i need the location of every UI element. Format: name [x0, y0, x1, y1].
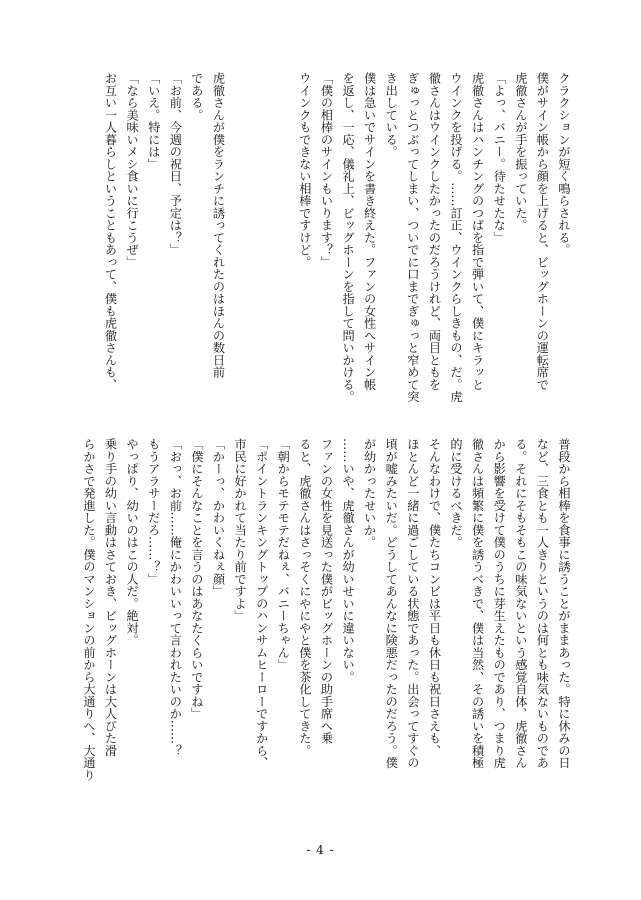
text-block-bottom	[81, 438, 574, 823]
text-line: 「おっ、お前……俺にかわいいって言われたいのか……？	[168, 438, 183, 757]
text-line: 僕がサイン帳から顔を上げると、ビッグホーンの運転席で	[535, 72, 550, 391]
text-line: 徹さんはウインクしたかったのだろうけれど、両目ともを	[427, 72, 442, 391]
text-line: が幼かったせいか。	[362, 438, 377, 549]
text-line: 虎徹さんが手を振っていた。	[513, 72, 528, 232]
text-line: もうアラサーだろ……？」	[146, 438, 161, 585]
text-line: やっぱり、幼いのはこの人だ。絶対。	[125, 438, 140, 647]
text-line: 「よっ、バニー。待たせたな」	[492, 72, 507, 244]
text-block-top	[88, 72, 574, 417]
text-line: らかさで発進した。僕のマンションの前から大通りへ、大通り	[81, 438, 96, 781]
text-line: ファンの女性を見送った僕がビッグホーンの助手席へ乗	[319, 438, 334, 745]
text-line: 「僕にそんなことを言うのはあなたくらいですね」	[189, 438, 204, 720]
text-line: 「僕の相棒のサインもいります？」	[319, 72, 334, 268]
text-line: 「お前、今週の祝日、予定は？」	[168, 72, 183, 256]
text-line: ぎゅっとつぶってしまい、ついでに口までぎゅっと窄めて突	[405, 72, 420, 403]
text-line: ると、虎徹さんはさっそくにやにやと僕を茶化してきた。	[297, 438, 312, 757]
text-line: 頃が嘘みたいだ。どうしてあんなに険悪だったのだろう。僕	[384, 438, 399, 769]
text-line: お互い一人暮らしということもあって、僕も虎徹さんも、	[103, 72, 118, 391]
text-line: 的に受けるべきだ。	[449, 438, 464, 549]
text-line: 「ポイントランキングトップのハンサムヒーローですから、	[254, 438, 269, 769]
text-line: 乗り手の幼い言動はさておき、ビッグホーンは大人びた滑	[103, 438, 118, 757]
text-line: ウインクもできない相棒ですけど。	[297, 72, 312, 268]
text-line: 徹さんは頻繁に僕を誘うべきで、僕は当然、その誘いを積極	[470, 438, 485, 769]
text-line: き出している。	[384, 72, 399, 158]
text-line: ほとんど一緒に過ごしている状態であった。出会ってすぐの	[405, 438, 420, 769]
text-line: ……いや、虎徹さんが幼いせいに違いない。	[341, 438, 356, 683]
text-line: 「なら美味いメシ食いに行こうぜ」	[125, 72, 140, 268]
text-line: 虎徹さんはハンチングのつばを指で弾いて、僕にキラッと	[470, 72, 485, 391]
text-line: である。	[189, 72, 204, 121]
text-line: 市民に好かれて当たり前ですよ」	[233, 438, 248, 622]
text-line: 「朝からモテモテだねぇ、バニーちゃん」	[276, 438, 291, 671]
text-line	[250, 72, 272, 417]
text-line: クラクションが短く鳴らされる。	[557, 72, 571, 256]
text-line: から影響を受けて僕のうちに芽生えたものであり、つまり虎	[492, 438, 507, 769]
text-line	[272, 72, 294, 417]
text-line: そんなわけで、僕たちコンビは平日も休日も祝日さえも、	[427, 438, 442, 757]
text-line: 「いえ。特には」	[146, 72, 161, 170]
text-line: る。それにそもそもこの味気ないという感覚自体、虎徹さん	[513, 438, 528, 769]
page-number: - 4 -	[306, 843, 335, 857]
text-line: など、三食とも一人きりというのは何とも味気ないものであ	[535, 438, 550, 769]
text-line: 虎徹さんが僕をランチに誘ってくれたのはほんの数日前	[211, 72, 226, 379]
text-line	[229, 72, 251, 417]
text-line: 僕は急いでサインを書き終えた。ファンの女性へサイン帳	[362, 72, 377, 391]
text-line: 普段から相棒を食事に誘うことがままあった。特に休みの日	[557, 438, 571, 769]
text-line: を返し、一応、儀礼上、ビッグホーンを指して問いかける。	[341, 72, 356, 403]
text-line: ウインクを投げる。……訂正、ウインクらしきもの、だ。虎	[449, 72, 464, 403]
text-line: 「かーっ、かわいくねぇ顔」	[211, 438, 226, 598]
